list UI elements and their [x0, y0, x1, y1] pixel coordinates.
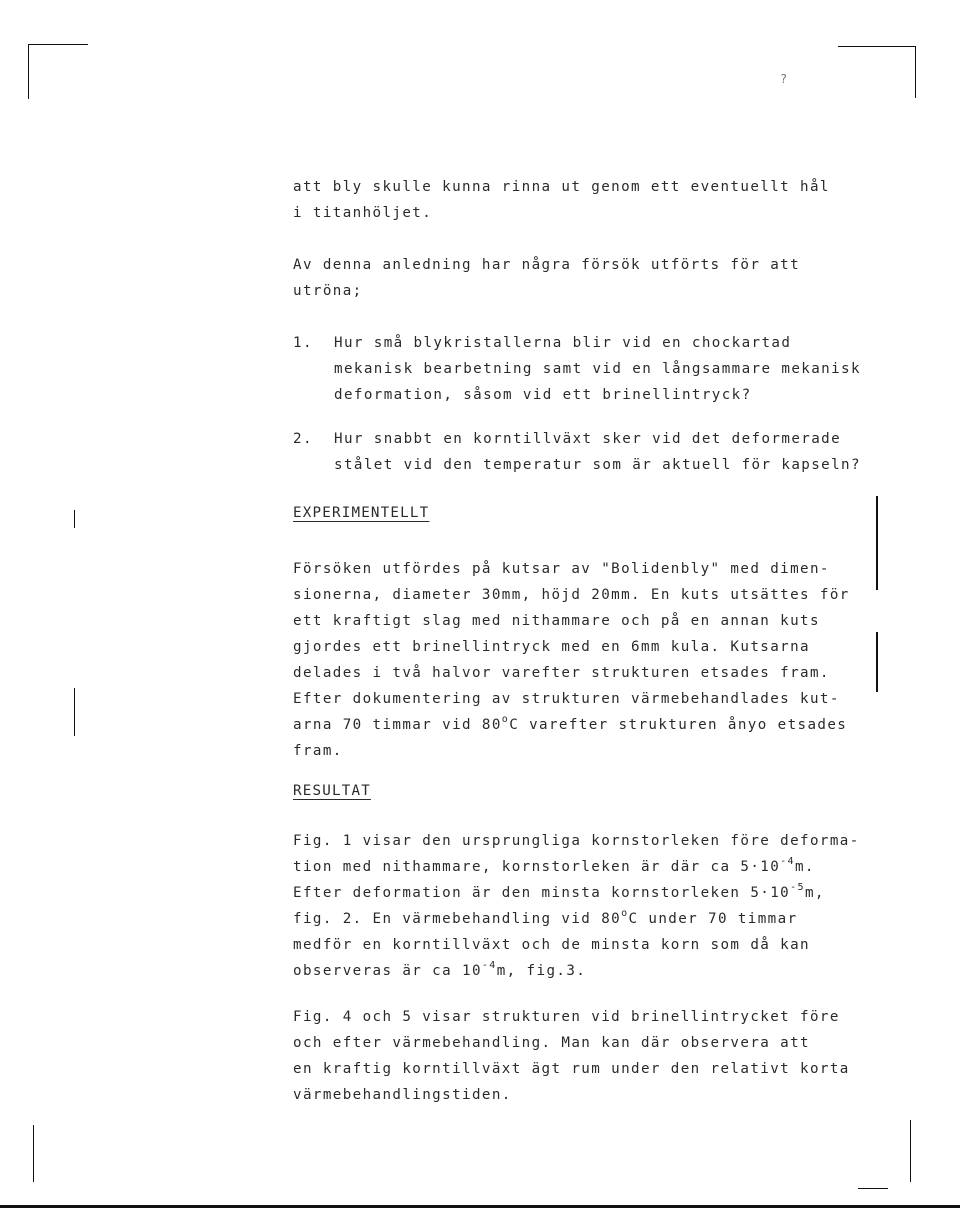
text-line: ett kraftigt slag med nithammare och på en annan kuts — [293, 613, 820, 629]
text-line: Av denna anledning har några försök utförts för att — [293, 257, 801, 273]
frame-left-bottom — [33, 1125, 34, 1182]
text-segment: C varefter strukturen ånyo etsades — [509, 717, 848, 733]
text-line: värmebehandlingstiden. — [293, 1087, 512, 1103]
text-segment: m, fig.3. — [496, 963, 587, 979]
section-heading-results: RESULTAT — [293, 783, 371, 799]
text-segment: Efter deformation är den minsta kornstorleken 5·10 — [293, 885, 791, 901]
text-line — [293, 880, 873, 906]
text-line: att bly skulle kunna rinna ut genom ett eventuellt hål — [293, 179, 830, 195]
text-line: Hur små blykristallerna blir vid en chockartad — [334, 335, 792, 351]
text-line: i titanhöljet. — [293, 205, 433, 221]
superscript: -5 — [790, 882, 805, 893]
text-segment: m, — [804, 885, 825, 901]
text-segment: m. — [794, 859, 815, 875]
margin-bar — [876, 496, 878, 590]
text-line: stålet vid den temperatur som är aktuell för kapseln? — [334, 457, 861, 473]
text-line: och efter värmebehandling. Man kan där observera att — [293, 1035, 810, 1051]
text-line: deformation, såsom vid ett brinellintryck? — [334, 387, 752, 403]
superscript: o — [621, 908, 629, 919]
text-line: Försöken utfördes på kutsar av "Bolidenbly" med dimen- — [293, 561, 830, 577]
results-paragraph — [293, 828, 873, 984]
text-segment: tion med nithammare, kornstorleken är där ca 5·10 — [293, 859, 781, 875]
text-line: Fig. 4 och 5 visar strukturen vid brinellintrycket före — [293, 1009, 840, 1025]
text-line: Fig. 1 visar den ursprungliga kornstorleken före deforma- — [293, 833, 860, 849]
text-line: utröna; — [293, 283, 363, 299]
text-line: mekanisk bearbetning samt vid en långsammare mekanisk — [334, 361, 861, 377]
frame-left-top — [28, 44, 29, 99]
margin-bar — [74, 510, 75, 528]
frame-bottom-rule — [0, 1205, 960, 1208]
text-line: medför en korntillväxt och de minsta korn som då kan — [293, 937, 810, 953]
superscript: o — [501, 714, 510, 725]
frame-right-bottom — [910, 1120, 911, 1182]
section-heading-experimental: EXPERIMENTELLT — [293, 505, 430, 521]
superscript: -4 — [481, 960, 497, 971]
margin-bar — [876, 632, 878, 692]
text-line — [293, 958, 873, 984]
text-line — [293, 906, 873, 932]
experimental-paragraph — [293, 556, 873, 764]
page-mark: ? — [780, 72, 788, 86]
question-1-text — [334, 330, 874, 408]
frame-top-right — [838, 46, 916, 47]
conclusion-paragraph — [293, 1004, 873, 1108]
text-line: en kraftig korntillväxt ägt rum under den relativt korta — [293, 1061, 850, 1077]
intro-paragraph — [293, 174, 873, 226]
text-segment: observeras är ca 10 — [293, 963, 482, 979]
text-line: fram. — [293, 743, 343, 759]
text-segment: fig. 2. En värmebehandling vid 80 — [293, 911, 622, 927]
text-line: Efter dokumentering av strukturen värmebehandlades kut- — [293, 691, 840, 707]
text-line: gjordes ett brinellintryck med en 6mm kula. Kutsarna — [293, 639, 810, 655]
frame-top-left — [28, 44, 88, 45]
text-line — [293, 854, 873, 880]
frame-bottom-mark — [858, 1188, 888, 1189]
question-number: 1. — [293, 335, 313, 351]
purpose-paragraph — [293, 252, 873, 304]
superscript: -4 — [780, 856, 795, 867]
question-2-text — [334, 426, 874, 478]
text-line: Hur snabbt en korntillväxt sker vid det deformerade — [334, 431, 842, 447]
question-number: 2. — [293, 431, 313, 447]
text-line: sionerna, diameter 30mm, höjd 20mm. En kuts utsättes för — [293, 587, 850, 603]
text-segment: C under 70 timmar — [628, 911, 798, 927]
text-line: delades i två halvor varefter strukturen etsades fram. — [293, 665, 830, 681]
margin-bar — [74, 688, 75, 736]
text-line — [293, 712, 873, 738]
text-segment: arna 70 timmar vid 80 — [293, 717, 502, 733]
frame-right-top — [915, 46, 916, 98]
